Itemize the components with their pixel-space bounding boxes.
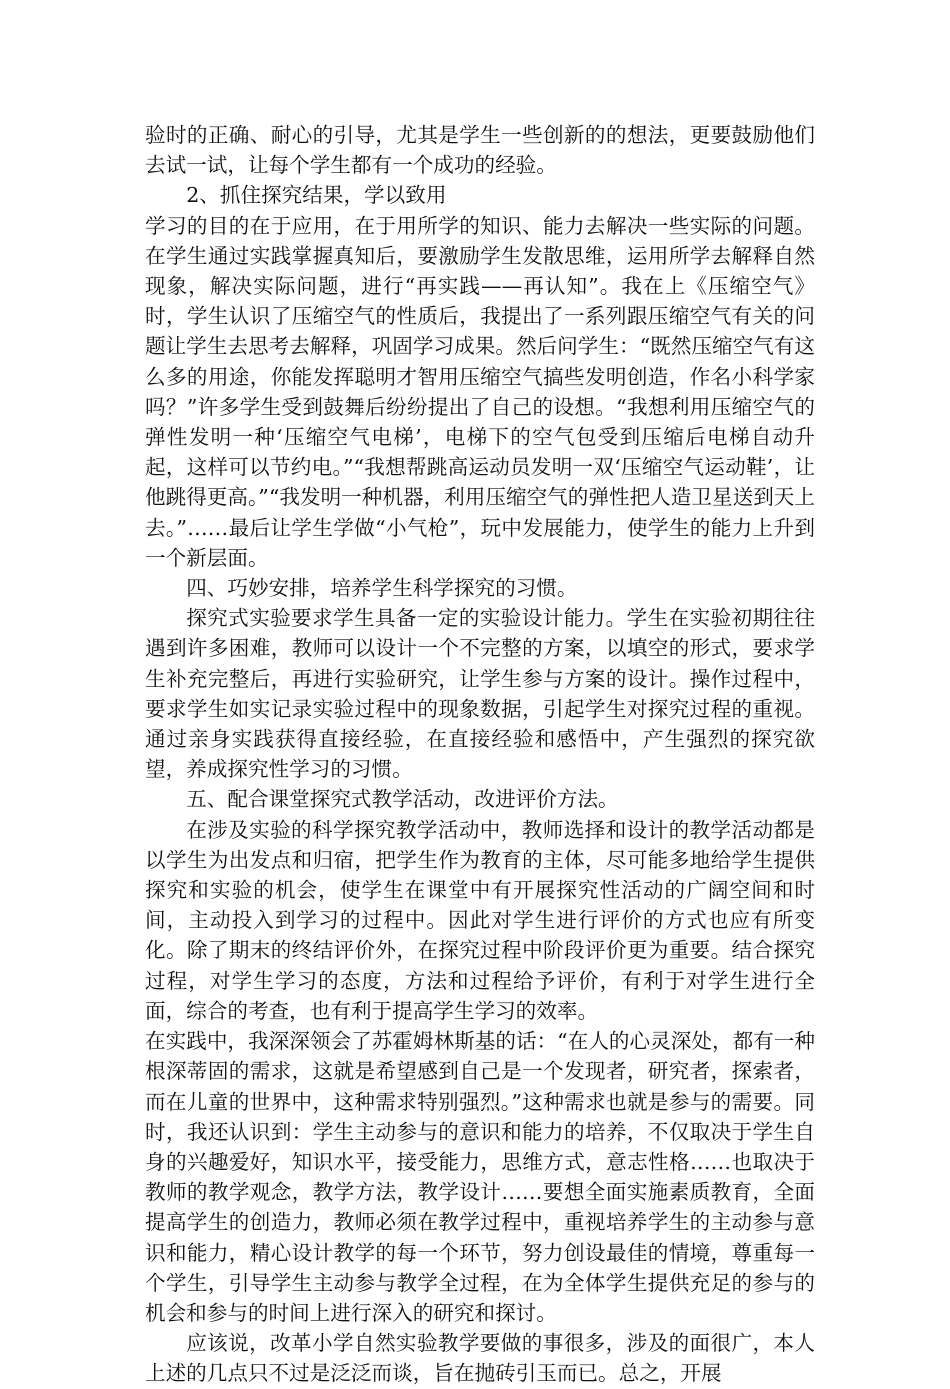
section-heading: 四、巧妙安排，培养学生科学探究的习惯。 <box>186 576 578 601</box>
paragraph: 应该说，改革小学自然实验教学要做的事很多，涉及的面很广，本人上述的几点只不过是泛泛而谈，旨在抛砖引玉而已。总之，开展 <box>145 1331 815 1386</box>
paragraph: 在实践中，我深深领会了苏霍姆林斯基的话：“在人的心灵深处，都有一种根深蒂固的需求，这就是希望感到自己是一个发现者，研究者，探索者，而在儿童的世界中，这种需求特别强烈。”这种需求也就是参与的需要。同时，我还认识到：学生主动参与的意识和能力的培养，不仅取决于学生自身的兴趣爱好，知识水平，接受能力，思维方式，意志性格……也取决于教师的教学观念，教学方法，教学设计……要想全面实施素质教育，全面提高学生的创造力，教师必须在教学过程中，重视培养学生的主动参与意识和能力，精心设计教学的每一个环节，努力创设最佳的情境，尊重每一个学生，引导学生主动参与教学全过程，在为全体学生提供充足的参与的机会和参与的时间上进行深入的研究和探讨。 <box>145 1029 815 1325</box>
document-page <box>145 120 815 1389</box>
paragraph: 探究式实验要求学生具备一定的实验设计能力。学生在实验初期往往遇到许多困难，教师可以设计一个不完整的方案，以填空的形式，要求学生补充完整后，再进行实验研究，让学生参与方案的设计。操作过程中，要求学生如实记录实验过程中的现象数据，引起学生对探究过程的重视。通过亲身实践获得直接经验，在直接经验和感悟中，产生强烈的探究欲望，养成探究性学习的习惯。 <box>145 606 815 782</box>
paragraph: 验时的正确、耐心的引导，尤其是学生一些创新的的想法，更要鼓励他们去试一试，让每个学生都有一个成功的经验。 <box>145 123 815 178</box>
paragraph: 在涉及实验的科学探究教学活动中，教师选择和设计的教学活动都是以学生为出发点和归宿，把学生作为教育的主体，尽可能多地给学生提供探究和实验的机会，使学生在课堂中有开展探究性活动的广阔空间和时间，主动投入到学习的过程中。因此对学生进行评价的方式也应有所变化。除了期末的终结评价外，在探究过程中阶段评价更为重要。结合探究过程，对学生学习的态度，方法和过程给予评价，有利于对学生进行全面，综合的考查，也有利于提高学生学习的效率。 <box>145 817 815 1023</box>
subheading: 2、抓住探究结果，学以致用 <box>186 183 447 208</box>
paragraph: 学习的目的在于应用，在于用所学的知识、能力去解决一些实际的问题。在学生通过实践掌握真知后，要激励学生发散思维，运用所学去解释自然现象，解决实际问题，进行“再实践——再认知”。我在上《压缩空气》时，学生认识了压缩空气的性质后，我提出了一系列跟压缩空气有关的问题让学生去思考去解释，巩固学习成果。然后问学生：“既然压缩空气有这么多的用途，你能发挥聪明才智用压缩空气搞些发明创造，作名小科学家吗？”许多学生受到鼓舞后纷纷提出了自己的设想。“我想利用压缩空气的弹性发明一种‘压缩空气电梯’，电梯下的空气包受到压缩后电梯自动升起，这样可以节约电。”“我想帮跳高运动员发明一双‘压缩空气运动鞋’，让他跳得更高。”“我发明一种机器，利用压缩空气的弹性把人造卫星送到天上去。”……最后让学生学做“小气枪”，玩中发展能力，使学生的能力上升到一个新层面。 <box>145 213 815 570</box>
section-heading: 五、配合课堂探究式教学活动，改进评价方法。 <box>186 787 619 812</box>
